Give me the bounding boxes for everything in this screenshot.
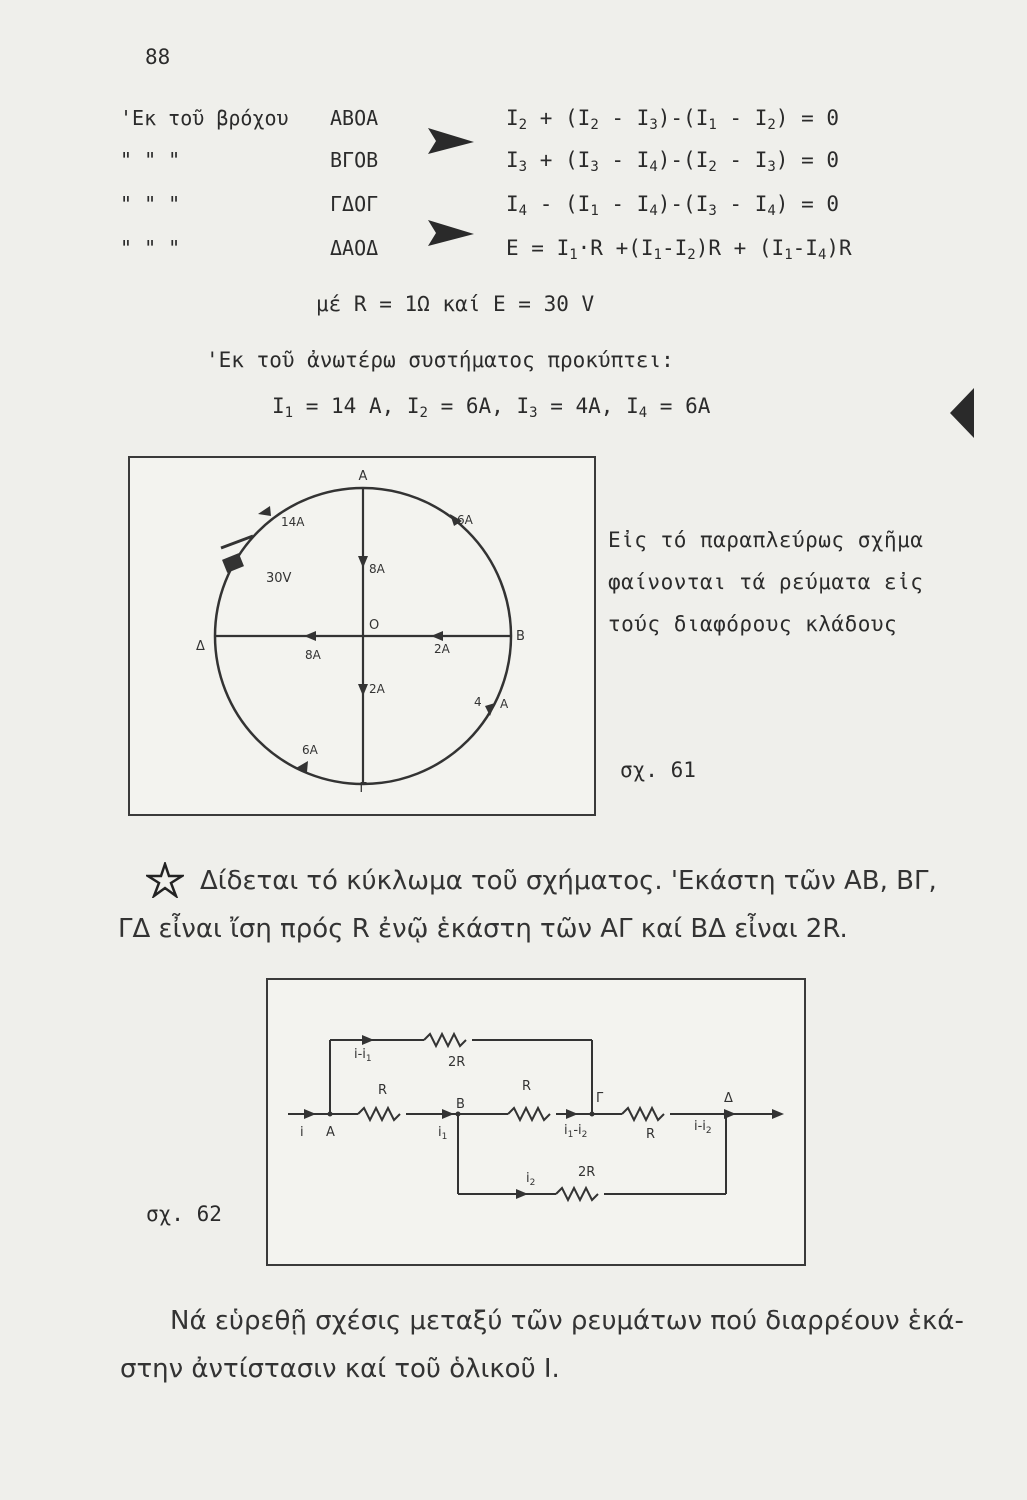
current-ao-label: 8Α <box>369 562 385 576</box>
loop-1-prefix: 'Εκ τοῦ βρόχου <box>120 106 289 130</box>
given-values: μέ R = 1Ω καί E = 30 V <box>316 292 595 316</box>
problem-line-1: Δίδεται τό κύκλωμα τοῦ σχήματος. 'Εκάστη τῶν ΑΒ, ΒΓ, <box>200 866 937 896</box>
loop-1-name: ΑΒΟΑ <box>330 106 379 130</box>
current-gd-label: 6Α <box>302 743 318 757</box>
resistor-bg <box>508 1108 550 1120</box>
fig61-caption-line-2: φαίνονται τά ρεύματα εἰς <box>608 570 924 594</box>
label-i2: $i_2$ <box>526 1171 536 1188</box>
loop-2-prefix: " " " <box>120 148 181 172</box>
current-gb-label: 4 <box>474 695 482 709</box>
label-i1-minus-i2: $i_1-i_2$ <box>564 1123 588 1140</box>
arrow-ao <box>358 556 368 568</box>
label-node-d: Δ <box>724 1091 733 1106</box>
node-o-label: Ο <box>369 618 380 633</box>
loop-4-equation: $E = I_1\cdot R +(I_1-I_2)R + (I_1-I_4)R$ <box>506 236 852 263</box>
node-b-label: Β <box>516 629 525 644</box>
label-r-gd: R <box>646 1127 656 1142</box>
problem-line-2: ΓΔ εἶναι ἴση πρός R ἐνῷ ἑκάστη τῶν ΑΓ καί ΒΔ εἶναι 2R. <box>118 914 848 944</box>
node-g-label: Γ <box>359 781 367 796</box>
arrow-da <box>258 506 271 516</box>
pointer-arrow-2-icon <box>428 218 474 248</box>
margin-triangle-icon <box>950 388 974 438</box>
resistor-ab <box>358 1108 400 1120</box>
label-node-g: Γ <box>596 1091 604 1106</box>
label-r-ab: R <box>378 1083 388 1098</box>
conclusion-intro: 'Εκ τοῦ ἀνωτέρω συστήματος προκύπτει: <box>206 348 674 372</box>
loop-2-name: ΒΓΟΒ <box>330 148 379 172</box>
solution-currents: $I_1 = 14$ A, $I_2 = 6A$, $I_3 = 4A$, $I_4 = 6A$ <box>272 394 711 421</box>
fig62-label: σχ. 62 <box>146 1202 222 1226</box>
current-og-label: 2Α <box>369 682 385 696</box>
resistor-gd <box>622 1108 664 1120</box>
arrow-bo <box>431 631 443 641</box>
fig61-caption-line-3: τούς διαφόρους κλάδους <box>608 612 898 636</box>
arrow-og <box>358 684 368 696</box>
resistor-ag <box>424 1034 466 1046</box>
label-node-a: A <box>326 1125 335 1140</box>
label-2r-top: 2R <box>448 1055 466 1070</box>
current-od-label: 8Α <box>305 648 321 662</box>
node-d-label: Δ <box>196 639 205 654</box>
loop-4-name: ΔΑΟΔ <box>330 236 379 260</box>
fig61-caption-line-1: Εἰς τό παραπλεύρως σχῆμα <box>608 528 924 552</box>
label-i1: $i_1$ <box>438 1125 448 1142</box>
pointer-arrow-1-icon <box>428 126 474 156</box>
figure-62-diagram <box>266 978 806 1268</box>
battery-voltage-label: 30V <box>266 571 292 586</box>
label-r-bg: R <box>522 1079 532 1094</box>
label-i: i <box>300 1125 304 1140</box>
label-2r-bottom: 2R <box>578 1165 596 1180</box>
loop-3-name: ΓΔΟΓ <box>330 192 379 216</box>
label-node-b: Β <box>456 1097 465 1112</box>
current-bo-label: 2Α <box>434 642 450 656</box>
current-gb-unit-label: Α <box>500 697 509 711</box>
question-line-2: στην ἀντίστασιν καί τοῦ ὁλικοῦ Ι. <box>120 1354 560 1384</box>
question-line-1: Νά εὑρεθῇ σχέσις μεταξύ τῶν ρευμάτων πού διαρρέουν ἑκά- <box>170 1306 964 1336</box>
star-icon <box>146 862 184 898</box>
node-a-label: Α <box>358 469 368 484</box>
battery-plate-short <box>222 553 244 573</box>
loop-3-prefix: " " " <box>120 192 181 216</box>
arrow-od <box>304 631 316 641</box>
figure-61-diagram <box>128 456 596 816</box>
label-i-minus-i2: $i-i_2$ <box>694 1119 712 1136</box>
arrow-gb <box>485 703 495 716</box>
label-i-minus-i1: $i-i_1$ <box>354 1047 372 1064</box>
loop-3-equation: $I_4 - (I_1 - I_4)-(I_3 - I_4) = 0$ <box>506 192 840 219</box>
loop-2-equation: $I_3 + (I_3 - I_4)-(I_2 - I_3) = 0$ <box>506 148 840 175</box>
current-ab-label: 6Α <box>457 513 473 527</box>
resistor-bd <box>556 1188 598 1200</box>
current-da-label: 14Α <box>281 515 305 529</box>
loop-4-prefix: " " " <box>120 236 181 260</box>
page-number: 88 <box>145 45 171 69</box>
loop-1-equation: $I_2 + (I_2 - I_3)-(I_1 - I_2) = 0$ <box>506 106 840 133</box>
fig61-label: σχ. 61 <box>620 758 696 782</box>
